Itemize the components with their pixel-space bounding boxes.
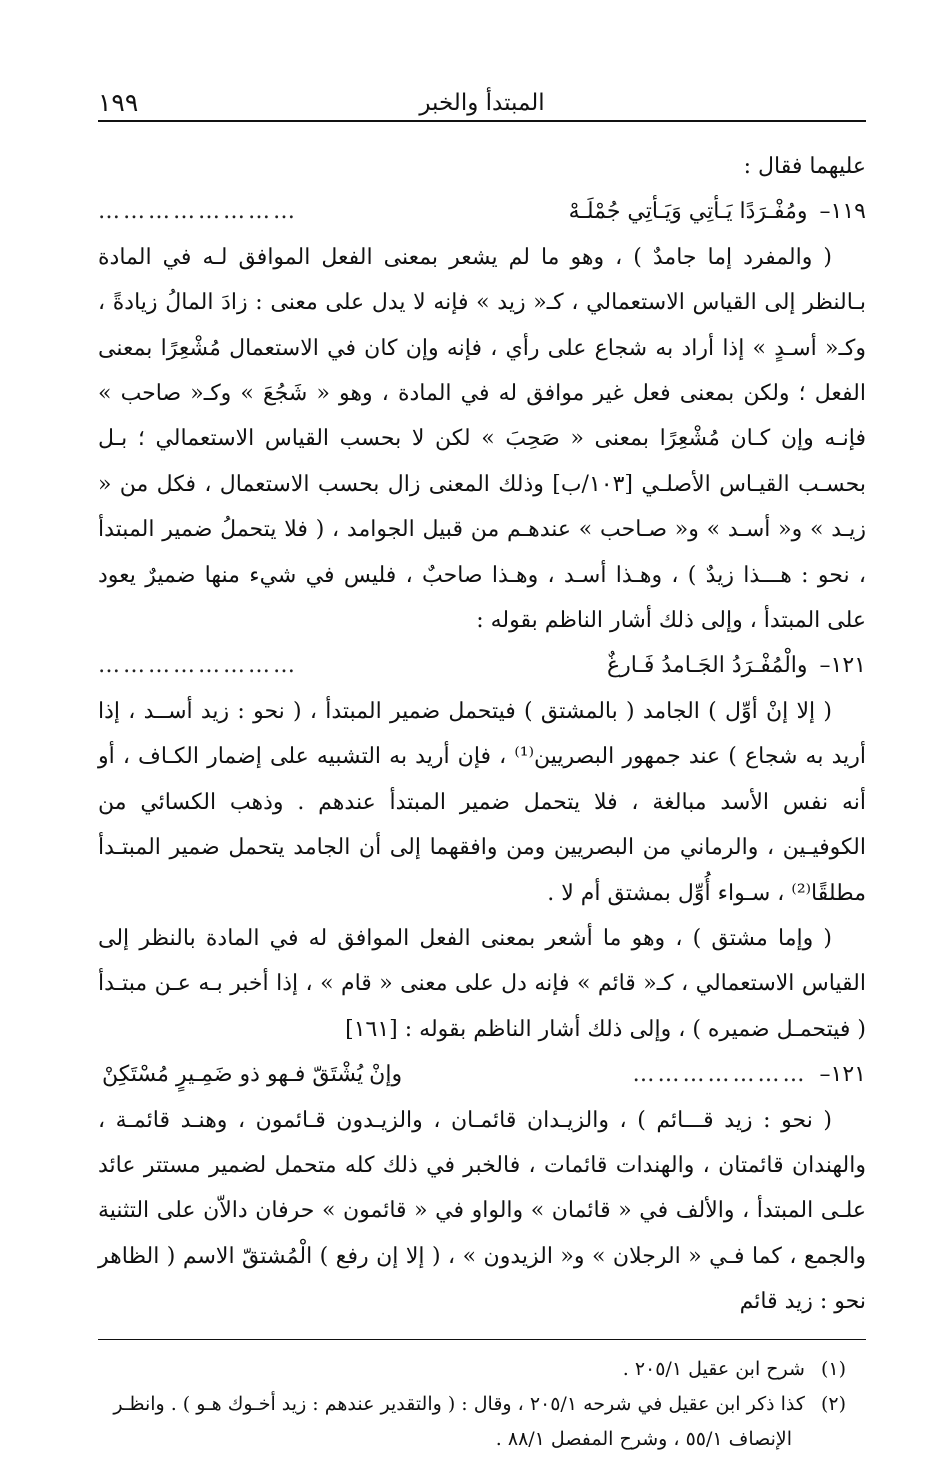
paragraph-example: ( نحو : زيد قـــائم ) ، والزيـدان قائمـان ، والزيـدون قـائمون ، وهنـد قائمـة ، والهندان قائمتان ، والهندات قائمات ، فالخبر في ذلك كله متحمل لضمير مستتر عائد علـى المبتدأ ، والألف في « قائمان » والواو في « قائمون » حرفان دالاّن على التثنية والجمع ، كما فـي « الرجلان » و« الزيدون » ، ( إلا إن رفع ) الْمُشتقّ الاسم ( الظاهر نحو : زيد قائم xyxy=(98,1107,866,1315)
verse-ellipsis: …………………… xyxy=(98,653,298,679)
chapter-title: المبتدأ والخبر xyxy=(419,90,545,116)
verse-first-half: ومُفْـرَدًا يَـأتِي وَيَـأتِي جُمْلَـهْ xyxy=(568,199,808,225)
footnote-1 xyxy=(98,1352,866,1387)
verse-number: ١٢١– xyxy=(819,653,866,679)
page-number: ١٩٩ xyxy=(98,88,139,117)
verse-first-half: والْمُفْـرَدُ الجَـامدُ فَـارغٌ xyxy=(606,653,808,679)
verse-second-half: يُشْتَقّ فـهو ذو ضَمِـيرٍ مُسْتَكِنْ xyxy=(102,1062,364,1088)
footnotes xyxy=(98,1352,866,1457)
footnote-text: شرح ابن عقيل ٢٠٥/١ . xyxy=(622,1357,805,1380)
footnote-2 xyxy=(98,1387,866,1422)
paragraph-mushtaq: ( وإما مشتق ) ، وهو ما أشعر بمعنى الفعل الموافق له في المادة بالنظر إلى القياس الاستعمالي ، كـ« قائم » فإنه دل على معنى « قام » ، إذا أخبر بـه عـن مبتـدأ ( فيتحمـل ضميره ) ، وإلى ذلك أشار الناظم بقوله : [١٦١] xyxy=(98,925,866,1042)
verse-number: ١٢١– xyxy=(819,1062,866,1088)
paragraph-ta-wil: ( إلا إنْ أوِّل ) الجامد ( بالمشتق ) فيتحمل ضمير المبتدأ ، ( نحو : زيد أســد ، إذا أريد به شجاع ) عند جمهور البصريين⁽¹⁾ ، فإن أريد به التشبيه على إضمار الكـاف ، أو أنه نفس الأسد مبالغة ، فلا يتحمل ضمير المبتدأ عندهم . وذهب الكسائي من الكوفيـين ، والرماني من البصريين ومن وافقهما إلى أن الجامد يتحمل ضمير المبتـدأ مطلقًا⁽²⁾ ، سـواء أُوِّل بمشتق أم لا . xyxy=(98,698,866,906)
verse-121-first xyxy=(98,643,866,688)
footnote-2-continuation: الإنصاف ٥٥/١ ، وشرح المفصل ٨٨/١ . xyxy=(495,1427,792,1450)
verse-conjunction: وإنْ xyxy=(369,1062,403,1088)
footnote-text: كذا ذكر ابن عقيل في شرحه ٢٠٥/١ ، وقال : ( والتقدير عندهم : زيد أخـوك هـو ) . وانظـر xyxy=(113,1392,805,1415)
verse-ellipsis: …………………… xyxy=(98,199,298,225)
verse-ellipsis: ………………… xyxy=(632,1062,808,1088)
footnote-separator xyxy=(98,1339,866,1340)
main-text xyxy=(98,144,866,1325)
verse-number: ١١٩– xyxy=(819,199,866,225)
verse-119 xyxy=(98,189,866,234)
footnote-mark: (٢) xyxy=(820,1392,846,1415)
verse-121-second xyxy=(98,1052,866,1097)
paragraph-jamid: ( والمفرد إما جامدٌ ) ، وهو ما لم يشعر بمعنى الفعل الموافق لـه في المادة بـالنظر إلى القياس الاستعمالي ، كـ« زيد » فإنه لا يدل على معنى : زادَ المالُ زيادةً ، وكـ« أسـدٍ » إذا أراد به شجاع على رأي ، فإنه وإن كان في الاستعمال مُشْعِرًا بمعنى الفعل ؛ ولكن بمعنى فعل غير موافق له في المادة ، وهو « شَجُعَ » وكـ« صاحب » فإنـه وإن كـان مُشْعِرًا بمعنى « صَحِبَ » لكن لا بحسب القياس الاستعمالي ؛ بـل بحسـب القيـاس الأصلـي [١٠٣/ب] وذلك المعنى زال بحسب الاستعمال ، فكل من « زيـد » و« أسـد » و« صـاحب » عندهـم من قبيل الجوامد ، ( فلا يتحملُ ضمير المبتدأ ، نحو : هـــذا زيدٌ ) ، وهـذا أسـد ، وهـذا صاحبٌ ، فليس في شيء منها ضميرٌ يعود على المبتدأ ، وإلى ذلك أشار الناظم بقوله : xyxy=(98,244,866,634)
running-header xyxy=(98,86,866,122)
intro-line: عليهما فقال : xyxy=(743,154,866,179)
book-page xyxy=(98,86,866,1457)
footnote-mark: (١) xyxy=(820,1357,846,1380)
